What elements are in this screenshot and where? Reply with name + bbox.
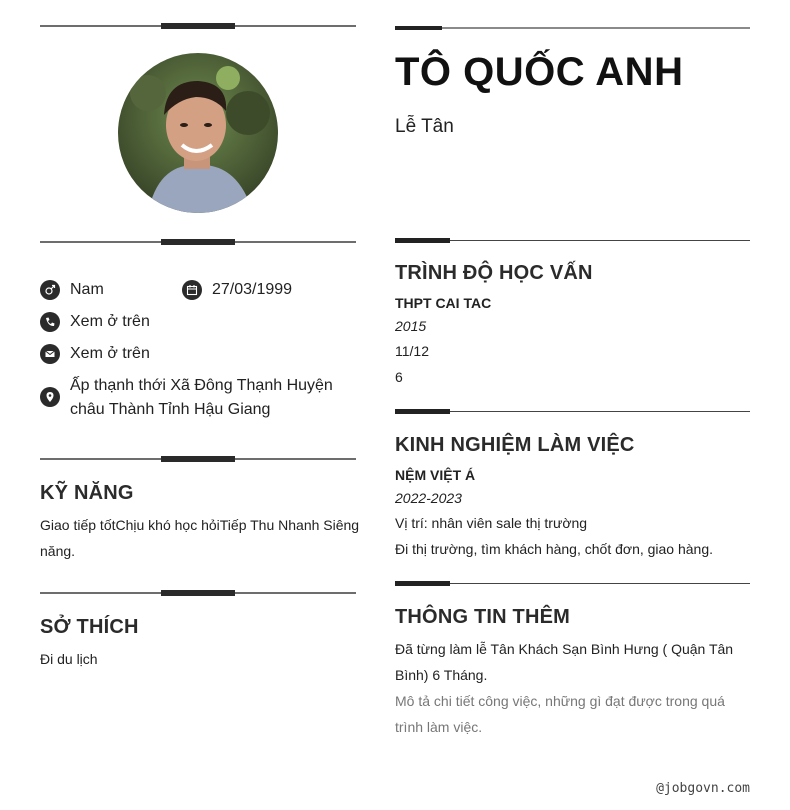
address-row xyxy=(40,374,340,422)
skills-text: Giao tiếp tốtChịu khó học hỏiTiếp Thu Nhanh Siêng năng. xyxy=(40,517,360,559)
phone-row xyxy=(40,310,150,334)
education-divider xyxy=(395,240,750,241)
education-title: TRÌNH ĐỘ HỌC VẤN xyxy=(395,262,593,284)
gender-value: Nam xyxy=(70,281,104,298)
education-score: 6 xyxy=(395,369,403,385)
experience-divider xyxy=(395,411,750,412)
gender-icon xyxy=(40,280,60,300)
location-icon xyxy=(40,387,60,407)
extra-title: THÔNG TIN THÊM xyxy=(395,606,571,628)
top-left-divider xyxy=(40,25,356,27)
experience-position: Vị trí: nhân viên sale thị trường xyxy=(395,515,588,531)
address-value: Ấp thạnh thới Xã Đông Thạnh Huyện châu Thành Tỉnh Hậu Giang xyxy=(70,377,333,418)
email-value: Xem ở trên xyxy=(70,345,150,362)
extra-text: Đã từng làm lễ Tân Khách Sạn Bình Hưng ( Quận Tân Bình) 6 Tháng. xyxy=(395,641,734,683)
top-right-divider xyxy=(395,27,750,29)
phone-icon xyxy=(40,312,60,332)
mid-left-divider xyxy=(40,241,356,243)
extra-hint: Mô tả chi tiết công việc, những gì đạt được trong quá trình làm việc. xyxy=(395,693,725,735)
experience-title: KINH NGHIỆM LÀM VIỆC xyxy=(395,434,635,456)
gender-row xyxy=(40,278,104,302)
education-grade: 11/12 xyxy=(395,343,429,359)
email-row xyxy=(40,342,150,366)
email-icon xyxy=(40,344,60,364)
education-year: 2015 xyxy=(395,318,427,334)
skills-title: KỸ NĂNG xyxy=(40,482,134,504)
phone-value: Xem ở trên xyxy=(70,313,150,330)
calendar-icon xyxy=(182,280,202,300)
birthdate-row xyxy=(182,278,292,302)
hobbies-divider xyxy=(40,592,356,594)
candidate-role: Lễ Tân xyxy=(395,116,454,137)
hobbies-title: SỞ THÍCH xyxy=(40,616,139,638)
hobbies-text: Đi du lịch xyxy=(40,651,98,667)
experience-period: 2022-2023 xyxy=(395,490,462,506)
extra-divider xyxy=(395,583,750,584)
education-school: THPT CAI TAC xyxy=(395,295,492,311)
avatar xyxy=(118,53,278,213)
watermark: @jobgovn.com xyxy=(656,781,750,796)
experience-company: NỆM VIỆT Á xyxy=(395,467,476,483)
candidate-name: TÔ QUỐC ANH xyxy=(395,50,684,94)
skills-divider xyxy=(40,458,356,460)
experience-desc: Đi thị trường, tìm khách hàng, chốt đơn, giao hàng. xyxy=(395,541,714,557)
birthdate-value: 27/03/1999 xyxy=(212,281,293,298)
